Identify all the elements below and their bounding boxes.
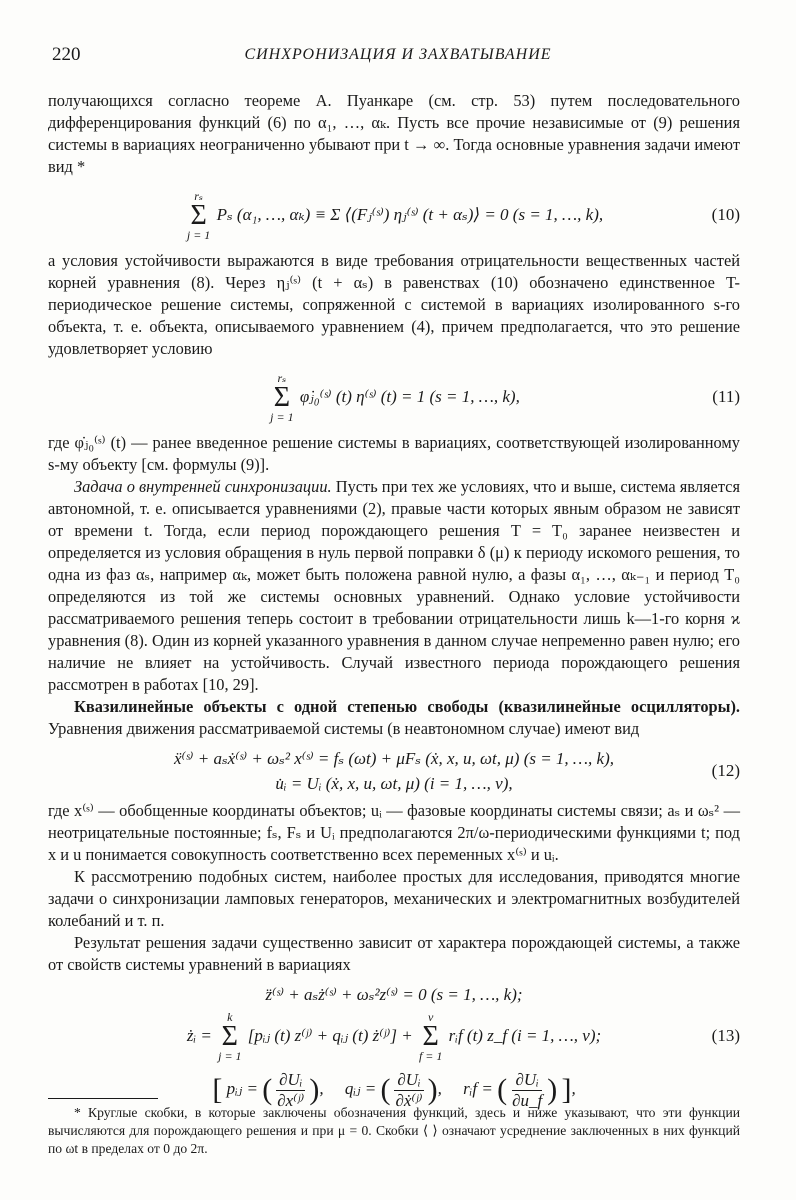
page-body xyxy=(48,90,740,1114)
eq11-number: (11) xyxy=(712,387,740,406)
eq11-sum: rₛ Σ j = 1 xyxy=(270,371,294,425)
page-number: 220 xyxy=(52,44,81,65)
eq11-text: φ̇ⱼ₀⁽ˢ⁾ (t) η⁽ˢ⁾ (t) = 1 (s = 1, …, k), xyxy=(299,387,520,406)
equation-12 xyxy=(48,746,740,796)
paragraph-8: Результат решения задачи существенно зависит от характера порождающей системы, а также от свойств системы уравнений в вариациях xyxy=(48,933,740,974)
footnote-text: * Круглые скобки, в которые заключены обозначения функций, здесь и ниже указывают, что эти функции вычисляются для порождающего решения и при μ = 0. Скобки ⟨ ⟩ означают усреднение заключенных в них функций по ωt в пределах от 0 до 2π. xyxy=(48,1105,740,1156)
eq13-frac-p: $\frac{\text{∂Uᵢ}}{\text{∂x⁽ʲ⁾}}$ xyxy=(277,1069,305,1110)
paragraph-4-title: Задача о внутренней синхронизации. xyxy=(74,477,332,496)
paragraph-5-text: Уравнения движения рассматриваемой системы (в неавтономном случае) имеют вид xyxy=(48,719,640,738)
footnote xyxy=(48,1104,740,1158)
eq10-number: (10) xyxy=(711,205,740,224)
eq11-body xyxy=(268,368,520,426)
footnote-rule xyxy=(48,1098,158,1099)
equation-10 xyxy=(48,186,740,244)
eq10-sum: rₛ Σ j = 1 xyxy=(186,189,211,243)
paragraph-3: где φ̇ⱼ₀⁽ˢ⁾ (t) — ранее введенное решение системы в вариациях, соответствующей изолированному s-му объекту [см. формулы (9)]. xyxy=(48,433,740,474)
paragraph-1: получающихся согласно теореме А. Пуанкаре (см. стр. 53) путем последовательного дифференцирования функций (6) по α₁, …, αₖ. Пусть все прочие независимые от (9) решения системы в вариациях неограниченно убывают при t → ∞. Тогда основные уравнения задачи имеют вид * xyxy=(48,91,740,176)
eq12-line-1: ẍ⁽ˢ⁾ + aₛẋ⁽ˢ⁾ + ωₛ² x⁽ˢ⁾ = fₛ (ωt) + μFₛ (ẋ, x, u, ωt, μ) (s = 1, …, k), xyxy=(173,749,615,768)
eq10-text: Pₛ (α₁, …, αₖ) ≡ Σ ⟨(Fⱼ⁽ˢ⁾) ηⱼ⁽ˢ⁾ (t + αₛ)⟩ = 0 (s = 1, …, k), xyxy=(216,205,604,224)
eq13-line-3: [ pᵢⱼ = ( $\frac{\text{∂Uᵢ}}{\text{∂x⁽ʲ⁾}}$ ), qᵢⱼ = ( $\frac{\text{∂Uᵢ}}{\text{∂ẋ⁽ʲ⁾}}$ ), rᵢf = ( $\frac{\text{∂Uᵢ}}{\partial u\_f}$ ) ], xyxy=(212,1069,576,1110)
eq12-line-2: u̇ᵢ = Uᵢ (ẋ, x, u, ωt, μ) (i = 1, …, ν), xyxy=(275,774,513,793)
paragraph-5 xyxy=(48,696,740,740)
page-header xyxy=(52,44,744,68)
eq13-sum-2: ν Σ f = 1 xyxy=(418,1010,443,1064)
eq13-frac-q: $\frac{\text{∂Uᵢ}}{\text{∂ẋ⁽ʲ⁾}}$ xyxy=(395,1069,423,1110)
eq13-number: (13) xyxy=(711,1026,740,1045)
paragraph-7: К рассмотрению подобных систем, наиболее простых для исследования, приводятся многие задачи о синхронизации ламповых генераторов, механических и электромагнитных возбудителей колебаний и т. п. xyxy=(48,867,740,930)
eq13-sum-1: k Σ j = 1 xyxy=(218,1010,242,1064)
paragraph-6: где x⁽ˢ⁾ — обобщенные координаты объектов; uᵢ — фазовые координаты системы связи; aₛ и ωₛ² — неотрицательные постоянные; fₛ, Fₛ и Uᵢ предполагаются 2π/ω-периодическими функциями t; под x и u понимается совокупность соответственно всех переменных x⁽ˢ⁾ и uᵢ. xyxy=(48,801,740,864)
paragraph-5-title: Квазилинейные объекты с одной степенью свободы (квазилинейные осцилляторы). xyxy=(74,697,740,716)
equation-11 xyxy=(48,368,740,426)
equation-13 xyxy=(48,982,740,1114)
eq12-number: (12) xyxy=(711,761,740,780)
eq13-line-1: z̈⁽ˢ⁾ + aₛż⁽ˢ⁾ + ωₛ²z⁽ˢ⁾ = 0 (s = 1, …, k); xyxy=(265,985,523,1004)
paragraph-4 xyxy=(48,476,740,696)
eq10-body xyxy=(185,186,603,244)
eq13-line-2: żᵢ = k Σ j = 1 [pᵢⱼ (t) z⁽ʲ⁾ + qᵢⱼ (t) ż⁽ʲ⁾] + ν Σ f = 1 rᵢf (t) z_f (i = 1, …, ν); (13) xyxy=(48,1008,740,1064)
running-title: СИНХРОНИЗАЦИЯ И ЗАХВАТЫВАНИЕ xyxy=(244,46,552,63)
eq13-frac-r: $\frac{\text{∂Uᵢ}}{\partial u\_f}$ xyxy=(512,1069,543,1110)
paragraph-4-text: Пусть при тех же условиях, что и выше, система является автономной, т. е. описывается уравнениями (2), правые части которых явным образом не зависят от времени t. Тогда, если период порождающего решения T = T₀ заранее неизвестен и определяется из условия обращения в нуль первой поправки δ (μ) к периоду искомого решения, то одна из фаз αₛ, например αₖ, может быть положена равной нулю, а фазы α₁, …, αₖ₋₁ и период T₀ определяются из той же системы основных уравнений. Однако условие устойчивости рассматриваемого решения теперь состоит в требовании отрицательности лишь k—1-го корня ϰ уравнения (8). Один из корней указанного уравнения в данном случае непременно равен нулю; его наличие не влияет на устойчивость. Случай известного периода порождающего решения рассмотрен в работах [10, 29]. xyxy=(48,477,740,694)
paragraph-2: а условия устойчивости выражаются в виде требования отрицательности вещественных частей корней уравнения (8). Через ηⱼ⁽ˢ⁾ (t + αₛ) в равенствах (10) обозначено единственное T-периодическое решение системы, сопряженной с системой в вариациях изолированного s-го объекта, т. е. объекта, описываемого уравнением (4), причем предполагается, что это решение удовлетворяет условию xyxy=(48,251,740,358)
